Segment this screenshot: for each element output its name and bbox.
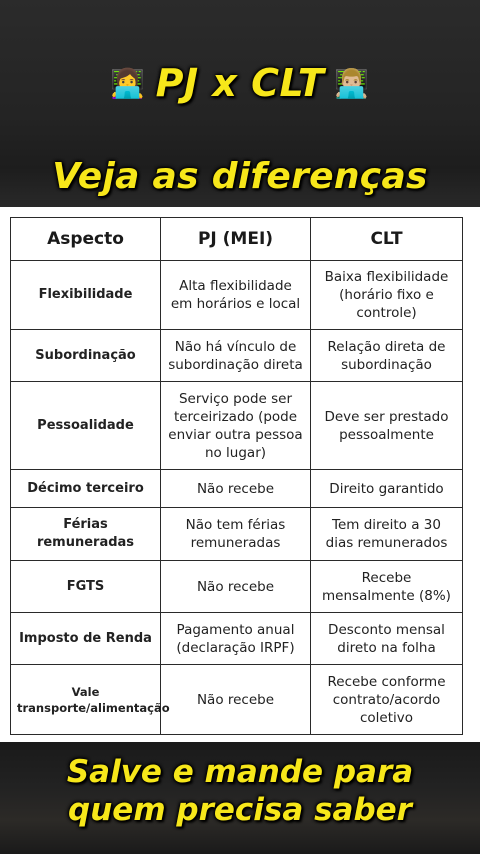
- table-row: [11, 261, 463, 330]
- table-row: [11, 561, 463, 613]
- column-header-aspect: Aspecto: [11, 218, 161, 261]
- aspect-cell: Imposto de Renda: [11, 613, 161, 665]
- clt-cell: Desconto mensal direto na folha: [311, 613, 463, 665]
- page-subtitle-text: Veja as diferenças: [52, 155, 428, 197]
- table-row: [11, 382, 463, 470]
- clt-cell: Recebe conforme contrato/acordo coletivo: [311, 665, 463, 735]
- footer-line-1: Salve e mande para: [66, 754, 414, 790]
- clt-cell: Tem direito a 30 dias remunerados: [311, 508, 463, 561]
- table-row: [11, 665, 463, 735]
- pj-cell: Não recebe: [161, 561, 311, 613]
- comparison-table: [10, 217, 463, 735]
- pj-cell: Não há vínculo de subordinação direta: [161, 330, 311, 382]
- clt-cell: Relação direta de subordinação: [311, 330, 463, 382]
- table-row: [11, 613, 463, 665]
- page-subtitle: [0, 150, 480, 202]
- aspect-cell: Férias remuneradas: [11, 508, 161, 561]
- table-row: [11, 508, 463, 561]
- column-header-pj: PJ (MEI): [161, 218, 311, 261]
- footer-line-2: quem precisa saber: [68, 792, 412, 828]
- pj-cell: Alta flexibilidade em horários e local: [161, 261, 311, 330]
- aspect-cell: Pessoalidade: [11, 382, 161, 470]
- pj-cell: Não tem férias remuneradas: [161, 508, 311, 561]
- pj-cell: Pagamento anual (declaração IRPF): [161, 613, 311, 665]
- aspect-cell: FGTS: [11, 561, 161, 613]
- table-header-row: [11, 218, 463, 261]
- aspect-cell: Décimo terceiro: [11, 470, 161, 508]
- aspect-cell: Subordinação: [11, 330, 161, 382]
- clt-cell: Baixa flexibilidade (horário fixo e controle): [311, 261, 463, 330]
- aspect-cell: Flexibilidade: [11, 261, 161, 330]
- clt-cell: Direito garantido: [311, 470, 463, 508]
- clt-cell: Deve ser prestado pessoalmente: [311, 382, 463, 470]
- table-row: [11, 470, 463, 508]
- pj-cell: Não recebe: [161, 470, 311, 508]
- clt-cell: Recebe mensalmente (8%): [311, 561, 463, 613]
- woman-technologist-icon: 👩‍💻: [110, 66, 146, 100]
- page-title: [0, 58, 480, 108]
- table-row: [11, 330, 463, 382]
- column-header-clt: CLT: [311, 218, 463, 261]
- man-technologist-icon: 👨🏼‍💻: [334, 66, 370, 100]
- aspect-cell: Vale transporte/alimentação: [11, 665, 161, 735]
- comparison-table-container: [0, 207, 480, 742]
- pj-cell: Serviço pode ser terceirizado (pode enviar outra pessoa no lugar): [161, 382, 311, 470]
- pj-cell: Não recebe: [161, 665, 311, 735]
- page-title-text: PJ x CLT: [155, 61, 325, 105]
